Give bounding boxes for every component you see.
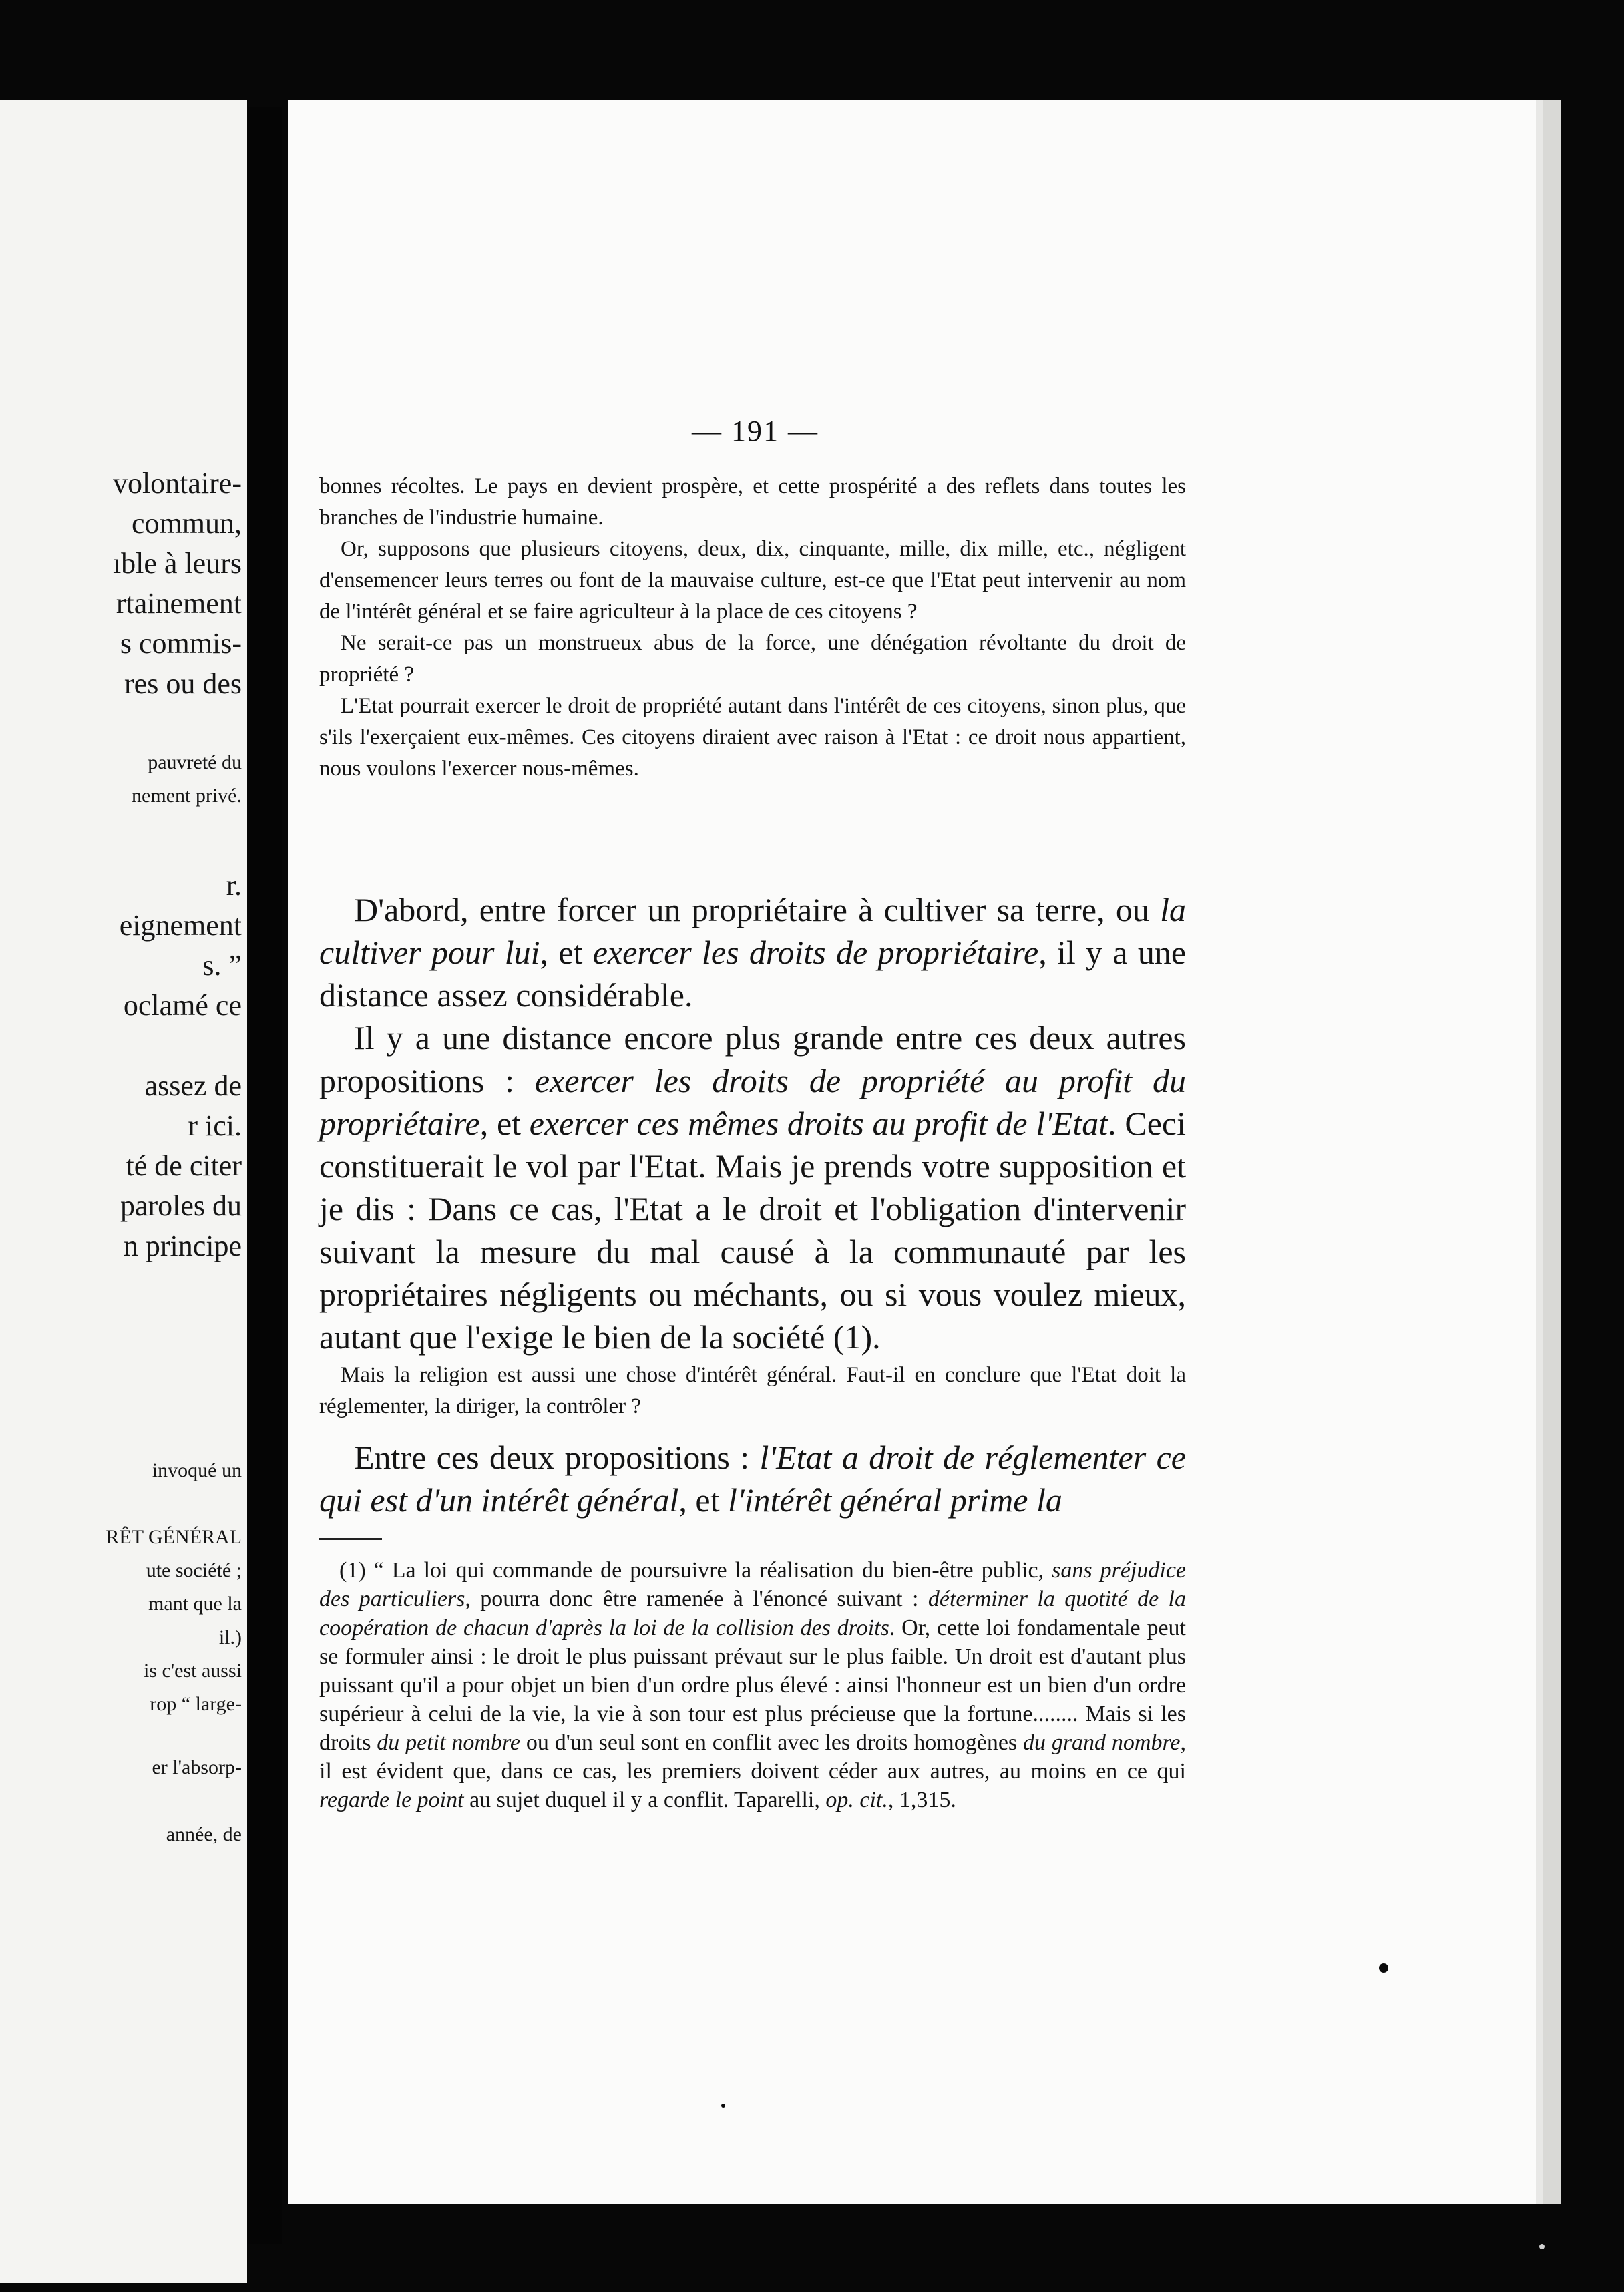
left-line: r ici. [188,1109,242,1142]
paragraph: Il y a une distance encore plus grande entre ces deux autres propositions : exercer les droits de propriété au profit du propriétaire, et exercer ces mêmes droits au profit de l'Etat. Ceci constituerait le vol par l'Etat. Mais je prends votre supposition et je dis : Dans ce cas, l'Etat a le droit et l'obligation d'intervenir suivant la mesure du mal causé à la communauté par les propriétaires négligents ou méchants, ou si vous voulez mieux, autant que l'exige le bien de la société (1). [319,1019,1186,1356]
left-line: res ou des [124,667,242,700]
left-line: pauvreté du [148,751,242,773]
left-line: assez de [144,1069,242,1102]
paragraph: Ne serait-ce pas un monstrueux abus de la force, une dénégation révoltante du droit de propriété ? [319,631,1186,687]
intro-text-block [319,471,1186,785]
left-line: oclamé ce [123,989,242,1022]
paragraph: Mais la religion est aussi une chose d'intérêt général. Faut-il en conclure que l'Etat doit la réglementer, la diriger, la contrôler ? [319,1363,1186,1418]
paragraph: bonnes récoltes. Le pays en devient prospère, et cette prospérité a des reflets dans toutes les branches de l'industrie humaine. [319,474,1186,530]
left-line: r. [226,869,242,902]
left-line: RÊT GÉNÉRAL [106,1526,242,1548]
footnote-text: (1) “ La loi qui commande de poursuivre la réalisation du bien-être public, sans préjudice des particuliers, pourra donc être ramenée à l'énoncé suivant : déterminer la quotité de la coopération de chacun d'après la loi de la collision des droits. Or, cette loi fondamentale peut se formuler ainsi : le droit le plus puissant prévaut sur le plus faible. Un droit est d'autant plus puissant qu'il a pour objet un bien d'un ordre plus élevé : ainsi l'honneur est un bien d'un ordre supérieur à celui de la vie, la vie à son tour est plus précieuse que la fortune........ Mais si les droits du petit nombre ou d'un seul sont en conflit avec les droits homogènes du grand nombre, il est évident que, dans ce cas, les premiers doivent céder aux autres, au moins en ce qui regarde le point au sujet duquel il y a conflit. Taparelli, op. cit., 1,315. [319,1558,1187,1812]
objection-block [319,1360,1186,1422]
left-line: n principe [123,1229,242,1262]
left-line: il.) [218,1626,242,1648]
left-line: année, de [166,1823,242,1845]
speck [1379,1963,1388,1973]
left-line: is c'est aussi [143,1660,242,1682]
footnote [319,1556,1186,1814]
left-line: er l'absorp- [152,1756,242,1778]
page-number: — 191 — [692,415,819,447]
speck [1539,2244,1545,2249]
left-line: té de citer [126,1149,242,1182]
left-line: commun, [132,507,242,540]
left-line: s commis- [120,627,242,660]
left-line: invoqué un [152,1459,242,1481]
paragraph: D'abord, entre forcer un propriétaire à cultiver sa terre, ou la cultiver pour lui, et exercer les droits de propriétaire, il y a une distance assez considérable. [319,891,1187,1014]
left-line: paroles du [120,1189,242,1222]
left-line: volontaire- [112,467,242,500]
previous-page [0,100,247,2283]
left-line: nement privé. [132,785,242,807]
speck [721,2104,725,2108]
left-line: ıble à leurs [112,547,242,580]
left-line: rtainement [116,587,242,620]
reply-block [319,1436,1186,1521]
footnote-rule [319,1538,382,1540]
left-line: eignement [119,909,242,942]
main-text-block [319,888,1186,1358]
left-line: s. ” [202,949,242,982]
page-gutter [248,107,282,2244]
left-line: mant que la [148,1593,242,1615]
left-line: rop “ large- [150,1693,242,1715]
left-line: ute société ; [146,1559,242,1581]
paragraph: Entre ces deux propositions : l'Etat a droit de réglementer ce qui est d'un intérêt général, et l'intérêt général prime la [319,1439,1186,1519]
paragraph: Or, supposons que plusieurs citoyens, deux, dix, cinquante, mille, dix mille, etc., négligent d'ensemencer leurs terres ou font de la mauvaise culture, est-ce que l'Etat peut intervenir au nom de l'intérêt général et se faire agriculteur à la place de ces citoyens ? [319,537,1186,624]
paragraph: L'Etat pourrait exercer le droit de propriété autant dans l'intérêt de ces citoyens, sinon plus, que s'ils l'exerçaient eux-mêmes. Ces citoyens diraient avec raison à l'Etat : ce droit nous appartient, nous voulons l'exercer nous-mêmes. [319,694,1186,781]
